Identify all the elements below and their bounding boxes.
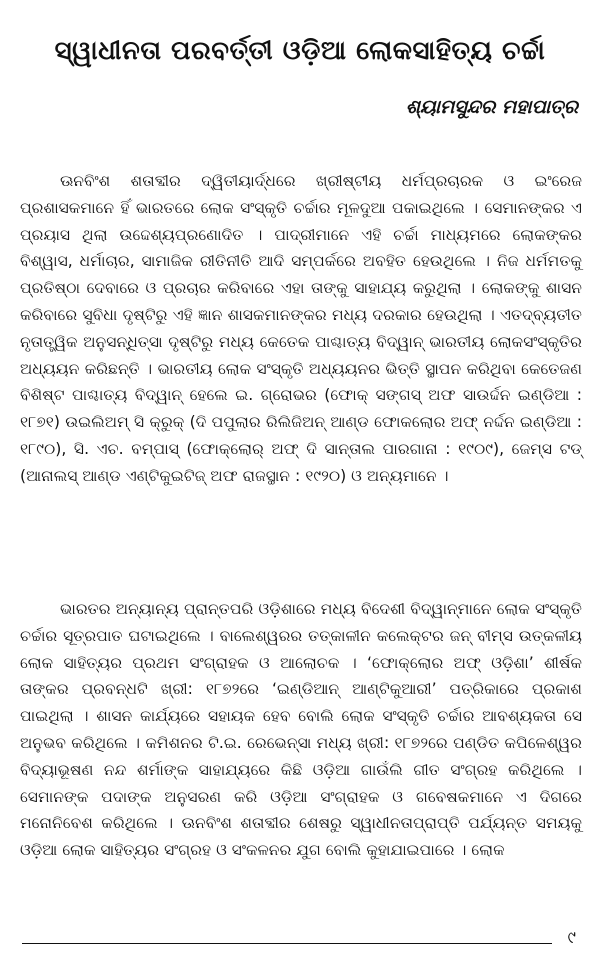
page-number: ୯ [567, 928, 576, 948]
footer-divider [22, 943, 552, 944]
article-title: ସ୍ୱାଧୀନତା ପରବର୍ତ୍ତୀ ଓଡ଼ିଆ ଲୋକସାହିତ୍ୟ ଚର୍ଚ୍ଚା [54, 36, 546, 66]
paragraph-2: ଭାରତର ଅନ୍ୟାନ୍ୟ ପ୍ରାନ୍ତପରି ଓଡ଼ିଶାରେ ମଧ୍ୟ ବିଦେଶୀ ବିଦ୍ୱାନ୍‌ମାନେ ଲୋକ ସଂସ୍କୃତି ଚର୍ଚ୍ଚାର ସୂତ୍ରପାତ ଘଟାଇଥିଲେ । ବାଲେଶ୍ୱରର ତତ୍କାଳୀନ କଲେକ୍ଟର ଜନ୍ ବୀମ୍‌ସ ଉତ୍କଳୀୟ ଲୋକ ସାହିତ୍ୟର ପ୍ରଥମ ସଂଗ୍ରାହକ ଓ ଆଲୋଚକ । ‘ଫୋକ୍‌ଲୋର ଅଫ୍ ଓଡ଼ିଶା’ ଶୀର୍ଷକ ତାଙ୍କର ପ୍ରବନ୍ଧଟି ଖ୍ରୀ: ୧୮୭୨ରେ ‘ଇଣ୍ଡିଆନ୍ ଆଣ୍ଟିକୁଆରୀ’ ପତ୍ରିକାରେ ପ୍ରକାଶ ପାଇଥିଲା । ଶାସନ କାର୍ଯ୍ୟରେ ସହାୟକ ହେବ ବୋଲି ଲୋକ ସଂସ୍କୃତି ଚର୍ଚ୍ଚାର ଆବଶ୍ୟକତା ସେ ଅନୁଭବ କରିଥିଲେ । କମିଶନର ଟି.ଇ. ରେଭେନ୍ସା ମଧ୍ୟ ଖ୍ରୀ: ୧୮୭୨ରେ ପଣ୍ଡିତ କପିଳେଶ୍ୱର ବିଦ୍ୟାଭୂଷଣ ନନ୍ଦ ଶର୍ମାଙ୍କ ସାହାଯ୍ୟରେ କିଛି ଓଡ଼ିଆ ଗାଉଁଲି ଗୀତ ସଂଗ୍ରହ କରିଥିଲେ । ସେମାନଙ୍କ ପଦାଙ୍କ ଅନୁସରଣ କରି ଓଡ଼ିଆ ସଂଗ୍ରାହକ ଓ ଗବେଷକମାନେ ଏ ଦିଗରେ ମନୋନିବେଶ କରିଥିଲେ । ଊନବିଂଶ ଶତାବ୍ଦୀର ଶେଷରୁ ସ୍ୱାଧୀନତାପ୍ରାପ୍ତି ପର୍ଯ୍ୟନ୍ତ ସମୟକୁ ଓଡ଼ିଆ ଲୋକ ସାହିତ୍ୟର ସଂଗ୍ରହ ଓ ସଂକଳନର ଯୁଗ ବୋଲି କୁହାଯାଇପାରେ । ଲୋକ [20, 600, 582, 860]
paragraph-1: ଊନବିଂଶ ଶତାବ୍ଦୀର ଦ୍ୱିତୀୟାର୍ଦ୍ଧରେ ଖ୍ରୀଷ୍ଟୀୟ ଧର୍ମପ୍ରଚାରକ ଓ ଇଂରେଜ ପ୍ରଶାସକମାନେ ହିଁ ଭାରତରେ ଲୋକ ସଂସ୍କୃତି ଚର୍ଚ୍ଚାର ମୂଳଦୁଆ ପକାଇଥିଲେ । ସେମାନଙ୍କର ଏ ପ୍ରୟାସ ଥିଲା ଉଦ୍ଦେଶ୍ୟପ୍ରଣୋଦିତ । ପାଦ୍ରୀମାନେ ଏହି ଚର୍ଚ୍ଚା ମାଧ୍ୟମରେ ଲୋକଙ୍କର ବିଶ୍ୱାସ, ଧର୍ମାଚାର, ସାମାଜିକ ରୀତିନୀତି ଆଦି ସମ୍ପର୍କରେ ଅବହିତ ହେଉଥିଲେ । ନିଜ ଧର୍ମମତକୁ ପ୍ରତିଷ୍ଠା ଦେବାରେ ଓ ପ୍ରଚାର କରିବାରେ ଏହା ତାଙ୍କୁ ସାହାଯ୍ୟ କରୁଥିଲା । ଲୋକଙ୍କୁ ଶାସନ କରିବାରେ ସୁବିଧା ଦୃଷ୍ଟିରୁ ଏହି ଜ୍ଞାନ ଶାସକମାନଙ୍କର ମଧ୍ୟ ଦରକାର ହେଉଥିଲା । ଏତଦ୍ବ୍ୟତୀତ ନୃତାତ୍ତ୍ୱିକ ଅନୁସନ୍ଧିତ୍ସା ଦୃଷ୍ଟିରୁ ମଧ୍ୟ କେତେକ ପାଶ୍ଚାତ୍ୟ ବିଦ୍ୱାନ୍ ଭାରତୀୟ ଲୋକସଂସ୍କୃତିର ଅଧ୍ୟୟନ କରିଛନ୍ତି । ଭାରତୀୟ ଲୋକ ସଂସ୍କୃତି ଅଧ୍ୟୟନର ଭିତ୍ତି ସ୍ଥାପନ କରିଥିବା କେତେଜଣ ବିଶିଷ୍ଟ ପାଶ୍ଚାତ୍ୟ ବିଦ୍ୱାନ୍ ହେଲେ ଇ. ଗ୍ରୋଭର (ଫୋକ୍ ସଙ୍ଗସ୍ ଅଫ ସାଉର୍ଦ୍ଦନ ଇଣ୍ଡିଆ : ୧୮୭୧) ଉଇଲିଅମ୍ ସି କ୍ରୁକ୍ (ଦି ପପୁଲାର ରିଲିଜିଅନ୍ ଆଣ୍ଡ ଫୋକଲୋର ଅଫ୍ ନର୍ଦ୍ଦନ ଇଣ୍ଡିଆ : ୧୮୯୦), ସି. ଏଚ. ବମ୍ପାସ୍ (ଫୋକ୍‌ଲୋର୍ ଅଫ୍ ଦି ସାନ୍ତାଲ ପାରଗାନା : ୧୯୦୯), ଜେମ୍ସ ଟଡ୍ (ଆନାଲସ୍ ଆଣ୍ଡ ଏଣ୍ଟିକୁଇଟିଜ୍ ଅଫ ରାଜସ୍ଥାନ : ୧୯୨୦) ଓ ଅନ୍ୟମାନେ । [20, 172, 582, 485]
author-name: ଶ୍ୟାମସୁନ୍ଦର ମହାପାତ୍ର [405, 96, 578, 118]
